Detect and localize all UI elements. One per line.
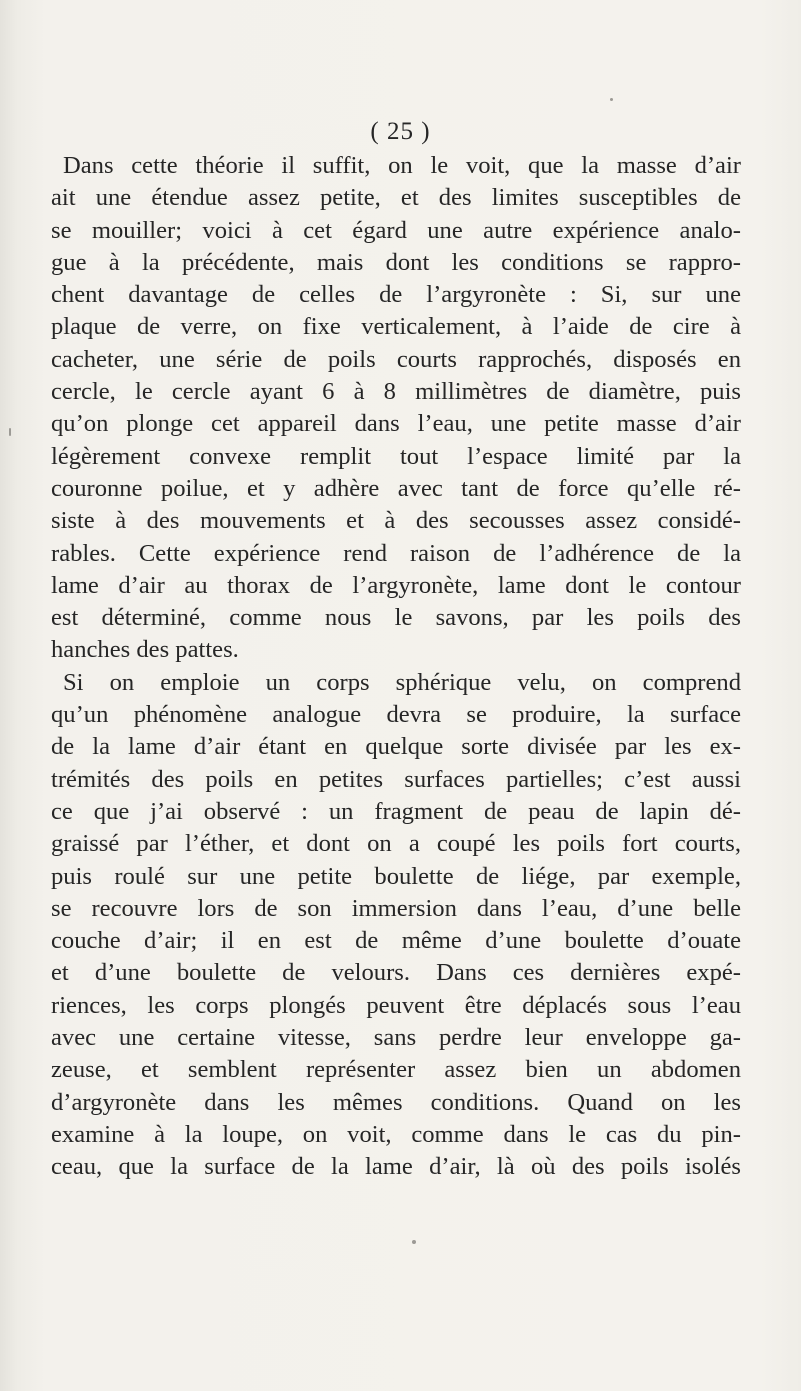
text-line: couronne poilue, et y adhère avec tant de force qu’elle ré- (51, 474, 741, 502)
text-line: examine à la loupe, on voit, comme dans le cas du pin- (51, 1120, 741, 1148)
text-line: Dans cette théorie il suffit, on le voit, que la masse d’air (63, 152, 741, 179)
text-line: cercle, le cercle ayant 6 à 8 millimètres de diamètre, puis (51, 378, 741, 406)
paper-speck (9, 428, 11, 436)
text-line: avec une certaine vitesse, sans perdre leur enveloppe ga- (51, 1024, 741, 1052)
text-line: lame d’air au thorax de l’argyronète, lame dont le contour (51, 571, 741, 599)
text-line: puis roulé sur une petite boulette de liége, par exemple, (51, 862, 741, 890)
text-line: est déterminé, comme nous le savons, par les poils des (51, 604, 741, 632)
text-line: plaque de verre, on fixe verticalement, à l’aide de cire à (51, 313, 741, 341)
text-line: riences, les corps plongés peuvent être déplacés sous l’eau (51, 991, 741, 1019)
text-line: siste à des mouvements et à des secousses assez considé- (51, 507, 741, 535)
text-line: de la lame d’air étant en quelque sorte divisée par les ex- (51, 733, 741, 761)
text-line: Si on emploie un corps sphérique velu, on comprend (63, 668, 741, 696)
text-line: d’argyronète dans les mêmes conditions. Quand on les (51, 1088, 741, 1116)
text-line: couche d’air; il en est de même d’une boulette d’ouate (51, 927, 741, 955)
paper-speck (610, 98, 613, 101)
text-line: et d’une boulette de velours. Dans ces dernières expé- (51, 959, 741, 987)
text-line: trémités des poils en petites surfaces partielles; c’est aussi (51, 765, 741, 793)
paper-speck (412, 1240, 416, 1244)
page-number: ( 25 ) (370, 118, 431, 145)
text-line: se mouiller; voici à cet égard une autre expérience analo- (51, 216, 741, 244)
text-line: zeuse, et semblent représenter assez bien un abdomen (51, 1056, 741, 1084)
text-line: rables. Cette expérience rend raison de l’adhérence de la (51, 539, 741, 567)
text-line: chent davantage de celles de l’argyronète : Si, sur une (51, 281, 741, 309)
text-line: graissé par l’éther, et dont on a coupé les poils fort courts, (51, 830, 741, 858)
text-line: ait une étendue assez petite, et des limites susceptibles de (51, 184, 741, 212)
text-line: légèrement convexe remplit tout l’espace limité par la (51, 442, 741, 470)
text-line: hanches des pattes. (51, 636, 239, 664)
body-text (51, 150, 741, 1184)
text-line: qu’on plonge cet appareil dans l’eau, une petite masse d’air (51, 410, 741, 438)
text-line: se recouvre lors de son immersion dans l’eau, d’une belle (51, 894, 741, 922)
text-line: ce que j’ai observé : un fragment de peau de lapin dé- (51, 797, 741, 825)
text-line: gue à la précédente, mais dont les conditions se rappro- (51, 248, 741, 276)
text-line: cacheter, une série de poils courts rapprochés, disposés en (51, 345, 741, 373)
text-line: ceau, que la surface de la lame d’air, là où des poils isolés (51, 1153, 741, 1181)
text-line: qu’un phénomène analogue devra se produire, la surface (51, 701, 741, 729)
